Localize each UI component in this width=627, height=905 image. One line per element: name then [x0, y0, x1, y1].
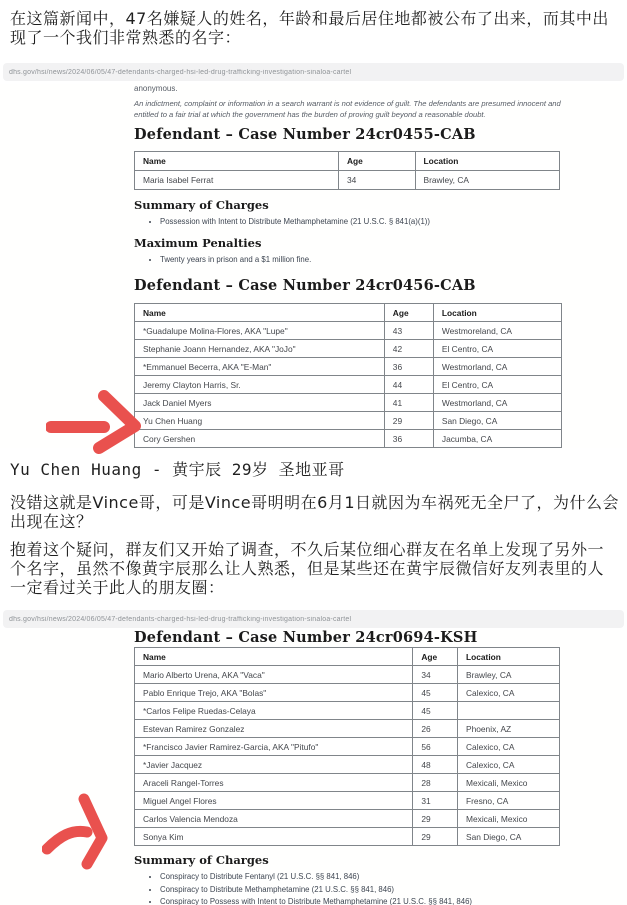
- column-header: Age: [413, 648, 458, 666]
- table-row: [135, 810, 560, 828]
- table-cell: 45: [413, 684, 458, 702]
- table-cell: Mexicali, Mexico: [458, 810, 560, 828]
- table-cell: Mexicali, Mexico: [458, 774, 560, 792]
- table-cell: 56: [413, 738, 458, 756]
- table-cell: 26: [413, 720, 458, 738]
- table-row: [135, 666, 560, 684]
- table-cell: Westmorland, CA: [433, 394, 561, 412]
- table-cell: 34: [413, 666, 458, 684]
- url-text: dhs.gov/hsi/news/2024/06/05/47-defendants-charged-hsi-led-drug-trafficking-investigation-sinaloa-cartel: [9, 615, 352, 623]
- charge-item: • Twenty years in prison and a $1 million fine.: [160, 255, 570, 265]
- table-cell: 42: [384, 340, 433, 358]
- table-cell: Westmoreland, CA: [433, 322, 561, 340]
- table-cell: 43: [384, 322, 433, 340]
- charge-item: • Conspiracy to Distribute Fentanyl (21 U.S.C. §§ 841, 846): [160, 872, 570, 882]
- table-row: [135, 430, 562, 448]
- table-cell: Stephanie Joann Hernandez, AKA "JoJo": [135, 340, 385, 358]
- table-cell: 34: [339, 171, 416, 190]
- dhs-page-content: [0, 84, 627, 448]
- charge-item: • Conspiracy to Distribute Methamphetamine (21 U.S.C. §§ 841, 846): [160, 885, 570, 895]
- column-header: Name: [135, 304, 385, 322]
- table-cell: 45: [413, 702, 458, 720]
- table-cell: San Diego, CA: [433, 412, 561, 430]
- table-cell: Araceli Rangel-Torres: [135, 774, 413, 792]
- table-cell: Calexico, CA: [458, 738, 560, 756]
- column-header: Location: [458, 648, 560, 666]
- table-row: [135, 171, 560, 190]
- table-row: [135, 684, 560, 702]
- table-cell: 36: [384, 358, 433, 376]
- table-row: [135, 792, 560, 810]
- table-cell: Jacumba, CA: [433, 430, 561, 448]
- article-paragraph-investigation: 抱着这个疑问，群友们又开始了调查，不久后某位细心群友在名单上发现了另外一个名字，虽然不像黄宇辰那么让人熟悉，但是某些还在黄宇辰微信好友列表里的人一定看过关于此人的朋友圈：: [10, 540, 605, 597]
- table-cell: 41: [384, 394, 433, 412]
- case-heading-24cr0456: Defendant – Case Number 24cr0456-CAB: [134, 277, 476, 294]
- table-cell: Mario Alberto Urena, AKA "Vaca": [135, 666, 413, 684]
- summary-of-charges-heading-2: Summary of Charges: [134, 853, 269, 867]
- table-cell: Maria Isabel Ferrat: [135, 171, 339, 190]
- dhs-page-content: [0, 630, 627, 905]
- table-cell: *Emmanuel Becerra, AKA "E-Man": [135, 358, 385, 376]
- table-row: [135, 828, 560, 846]
- table-cell: *Carlos Felipe Ruedas-Celaya: [135, 702, 413, 720]
- summary-of-charges-heading-1: Summary of Charges: [134, 198, 269, 212]
- table-cell: Brawley, CA: [415, 171, 560, 190]
- table-row: [135, 340, 562, 358]
- table-cell: San Diego, CA: [458, 828, 560, 846]
- charges-list-1: [134, 217, 570, 227]
- table-row: [135, 738, 560, 756]
- table-cell: Cory Gershen: [135, 430, 385, 448]
- table-cell: Miguel Angel Flores: [135, 792, 413, 810]
- table-cell: Estevan Ramirez Gonzalez: [135, 720, 413, 738]
- table-cell: Carlos Valencia Mendoza: [135, 810, 413, 828]
- table-cell: Phoenix, AZ: [458, 720, 560, 738]
- table-row: [135, 358, 562, 376]
- url-text: dhs.gov/hsi/news/2024/06/05/47-defendants-charged-hsi-led-drug-trafficking-investigation-sinaloa-cartel: [9, 68, 352, 76]
- column-header: Location: [415, 152, 560, 171]
- table-row: [135, 756, 560, 774]
- url-bar[interactable]: [3, 610, 624, 628]
- table-cell: Calexico, CA: [458, 756, 560, 774]
- table-row: [135, 774, 560, 792]
- table-header-row: [135, 152, 560, 171]
- defendant-table-24cr0455: [134, 151, 560, 190]
- table-row: [135, 376, 562, 394]
- fragment-text: anonymous.: [134, 84, 178, 93]
- disclaimer-text: An indictment, complaint or information in a search warrant is not evidence of guilt. The defendants are presumed innocent and entitled to a fair trial at which the government has the burden of proving guilt beyond a reasonable doubt.: [134, 99, 561, 119]
- column-header: Location: [433, 304, 561, 322]
- yu-chen-huang-line: Yu Chen Huang - 黄宇辰 29岁 圣地亚哥: [10, 460, 345, 479]
- table-cell: 31: [413, 792, 458, 810]
- table-cell: El Centro, CA: [433, 340, 561, 358]
- article-paragraph-vince: 没错这就是Vince哥，可是Vince哥明明在6月1日就因为车祸死无全尸了，为什么会出现在这？: [10, 493, 620, 531]
- table-cell: Westmorland, CA: [433, 358, 561, 376]
- maximum-penalties-heading: Maximum Penalties: [134, 236, 262, 250]
- table-cell: *Francisco Javier Ramirez-Garcia, AKA "Pitufo": [135, 738, 413, 756]
- table-cell: Brawley, CA: [458, 666, 560, 684]
- table-cell: *Guadalupe Molina-Flores, AKA "Lupe": [135, 322, 385, 340]
- dhs-screenshot-1: [0, 63, 627, 448]
- table-header-row: [135, 304, 562, 322]
- table-cell: Sonya Kim: [135, 828, 413, 846]
- table-cell: Jeremy Clayton Harris, Sr.: [135, 376, 385, 394]
- defendant-table-case3: [134, 647, 560, 846]
- table-cell: Yu Chen Huang: [135, 412, 385, 430]
- penalties-list: [134, 255, 570, 265]
- clipped-case-heading-wrap: [134, 630, 570, 643]
- case-heading-clipped: Defendant – Case Number 24cr0694-KSH: [134, 630, 478, 643]
- column-header: Age: [339, 152, 416, 171]
- table-cell: 29: [413, 828, 458, 846]
- table-cell: Calexico, CA: [458, 684, 560, 702]
- table-cell: 44: [384, 376, 433, 394]
- article-paragraph-intro: 在这篇新闻中，47名嫌疑人的姓名，年龄和最后居住地都被公布了出来，而其中出现了一个我们非常熟悉的名字：: [10, 9, 609, 47]
- table-cell: Jack Daniel Myers: [135, 394, 385, 412]
- column-header: Name: [135, 648, 413, 666]
- charges-list-2: [134, 872, 570, 905]
- case-heading-24cr0455: Defendant – Case Number 24cr0455-CAB: [134, 126, 476, 143]
- table-row: [135, 394, 562, 412]
- column-header: Name: [135, 152, 339, 171]
- table-cell: *Javier Jacquez: [135, 756, 413, 774]
- charge-item: • Conspiracy to Possess with Intent to Distribute Methamphetamine (21 U.S.C. §§ 841, 846): [160, 897, 570, 905]
- defendant-table-24cr0456: [134, 303, 562, 448]
- table-cell: [458, 702, 560, 720]
- table-cell: 28: [413, 774, 458, 792]
- table-cell: 29: [413, 810, 458, 828]
- table-row: [135, 702, 560, 720]
- table-cell: 48: [413, 756, 458, 774]
- table-header-row: [135, 648, 560, 666]
- table-row: [135, 720, 560, 738]
- table-cell: 36: [384, 430, 433, 448]
- column-header: Age: [384, 304, 433, 322]
- charge-item: • Possession with Intent to Distribute Methamphetamine (21 U.S.C. § 841(a)(1)): [160, 217, 570, 227]
- dhs-screenshot-2: [0, 610, 627, 905]
- table-cell: Pablo Enrique Trejo, AKA "Bolas": [135, 684, 413, 702]
- table-row: [135, 412, 562, 430]
- table-cell: 29: [384, 412, 433, 430]
- table-row: [135, 322, 562, 340]
- table-cell: Fresno, CA: [458, 792, 560, 810]
- url-bar[interactable]: [3, 63, 624, 81]
- table-cell: El Centro, CA: [433, 376, 561, 394]
